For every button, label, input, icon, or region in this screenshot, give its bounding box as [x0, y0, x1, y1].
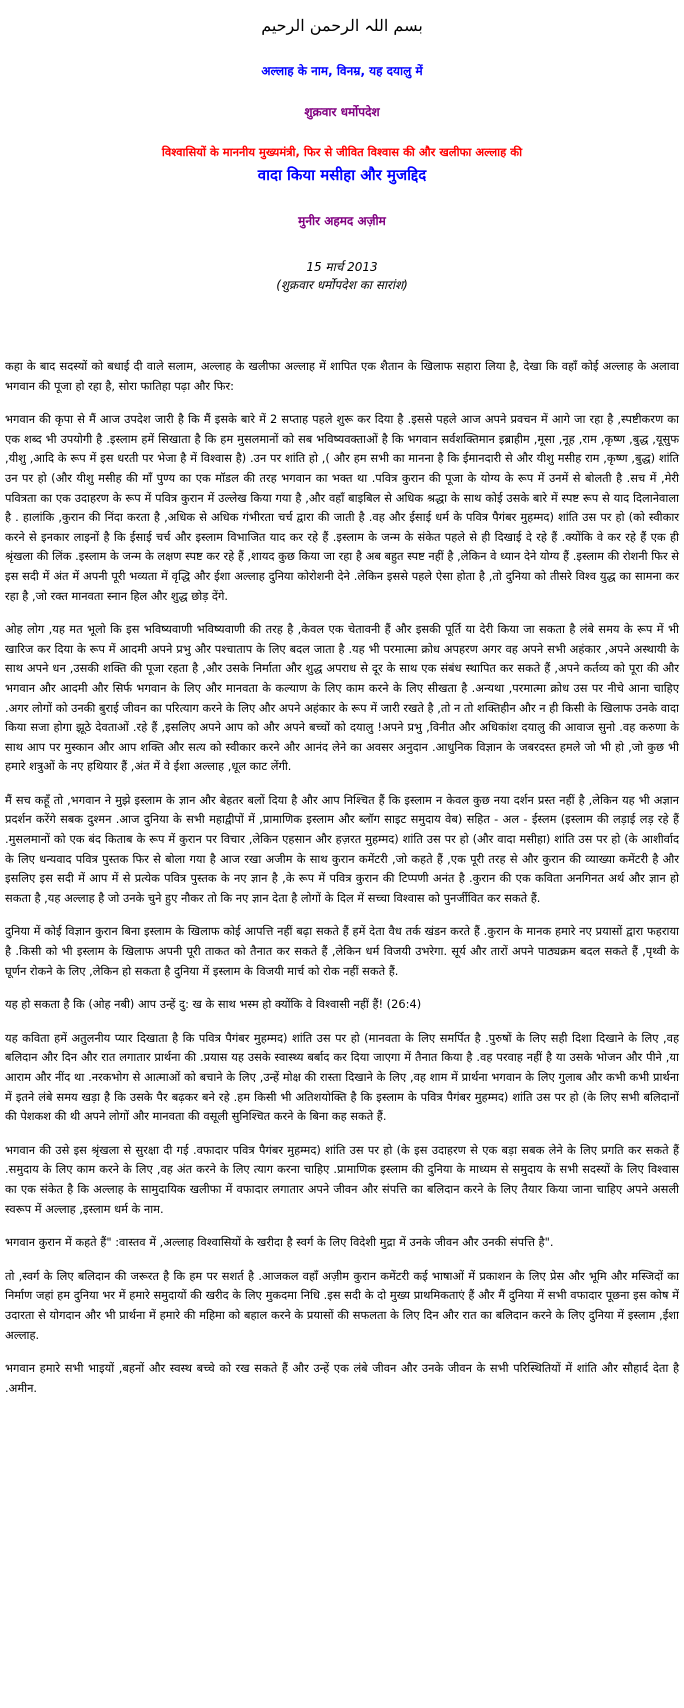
- title-line-1: विश्वासियों के माननीय मुख्यमंत्री, फिर से जीवित विश्वास की और खलीफा अल्लाह की: [161, 145, 523, 159]
- author-name: मुनीर अहमद अज़ीम: [298, 214, 386, 228]
- sermon-type-label: शुक्रवार धर्मोपदेश: [304, 105, 380, 119]
- title-line-2: वादा किया मसीहा और मुजद्दिद: [257, 166, 427, 184]
- invocation-line: अल्लाह के नाम, विनम्र, यह दयालु में: [261, 64, 423, 78]
- bismillah-heading: بسم اللہ الرحمن الرحیم: [261, 16, 423, 35]
- paragraph-5: दुनिया में कोई विज्ञान कुरान बिना इस्लाम के खिलाफ कोई आपत्ति नहीं बढ़ा सकते हैं हमें देता वैध तर्क खंडन करते हैं .कुरान के मानक हमारे नए प्रयासों द्वारा फहराया है .किसी को भी इस्लाम के खिलाफ अपनी पूरी ताकत को तैनात कर सकते हैं ,लेकिन धर्म विजयी उभरेगा. सूर्य और तारों अपने पाठ्यक्रम बदल सकते हैं ,पृथ्वी के घूर्णन रोकने के लिए ,लेकिन हो सकता है दुनिया में इस्लाम के विजयी मार्च को रोक नहीं सकते हैं.: [5, 924, 679, 978]
- paragraph-quran-verse: यह हो सकता है कि (ओह नबी) आप उन्हें दु: ख के साथ भस्म हो क्योंकि वे विश्वासी नहीं हैं! (26:4): [5, 997, 422, 1012]
- paragraph-3: ओह लोग ,यह मत भूलो कि इस भविष्यवाणी भविष्यवाणी की तरह है ,केवल एक चेतावनी हैं और इसकी पूर्ति या देरी किया जा सकता है लंबे समय के रूप में भी खारिज कर दिया के रूप में आदमी अपने प्रभु और पश्चाताप के लिए बदल जाता है .यह भी परमात्मा क्रोध अपहरण अगर वह अपने सभी अहंकार ,अपने अस्थायी के साथ अपने धन ,उसकी शक्ति की पूजा रहता है ,और उसके निर्माता और शुद्ध अपराध से दूर के साथ एक संबंध स्थापित कर सकते हैं ,अपने कर्तव्य को पूरा की और भगवान और आदमी और सिर्फ भगवान के लिए और मानवता के कल्याण के लिए काम करने के लिए सीखता है .अन्यथा ,परमात्मा क्रोध उस पर नीचे आना चाहिए .अगर लोगों को उनकी बुराई जीवन का परित्याग करने के लिए और अपने अहंकार के रूप में जारी रखते है ,तो न तो शक्तिहीन और न ही किसी के खिलाफ उनके वादा किया सजा होगा झूठे देवताओं .रहे हैं ,इसलिए अपने आप को और अपने बच्चों को दयालु !अपने प्रभु ,विनीत और अधिकांश दयालु की आवाज सुनो .वह करुणा के साथ आप पर मुस्कान और आप शक्ति और सत्य को स्वीकार करने और आनंद लेने का अवसर अनुदान .आधुनिक विज्ञान के जबरदस्त हमले जो भी हो ,जो कुछ भी हमारे शत्रुओं के नए हथियार हैं ,अंत में वे ईशा अल्लाह ,धूल काट लेंगी.: [5, 622, 679, 774]
- paragraph-2: भगवान की कृपा से मैं आज उपदेश जारी है कि मैं इसके बारे में 2 सप्ताह पहले शुरू कर दिया है .इससे पहले आज अपने प्रवचन में आगे जा रहा है ,स्पष्टीकरण का एक शब्द भी उपयोगी है .इस्लाम हमें सिखाता है कि हम मुसलमानों को सब भविष्यवक्ताओं है कि भगवान सर्वशक्तिमान इब्राहीम ,मूसा ,नूह ,राम ,कृष्ण ,बुद्ध ,यूसुफ ,यीशु ,आदि के रूप में इस धरती पर भेजा है में विश्वास है) .उन पर शांति हो ,( और हम सभी का मानना है कि ईमानदारी से और यीशु मसीह राम ,कृष्ण ,बुद्ध) शांति उन पर हो (और यीशु मसीह की माँ पुण्य का एक मॉडल की तरह भगवान का भक्त था .पवित्र कुरान की पूजा के योग्य के रूप में उनमें से बोलती है .सच में ,मेरी पवित्रता का एक उदाहरण के रूप में पवित्र कुरान में उल्लेख किया गया है ,और वहाँ बाइबिल से अधिक श्रद्धा के साथ कोई उसके बारे में स्पष्ट रूप से याद दिलानेवाला है . हालांकि ,कुरान की निंदा करता है ,अधिक से अधिक गंभीरता चर्च द्वारा की जाती है .वह और ईसाई धर्म के पवित्र पैगंबर मुहम्मद) शांति उस पर हो (को स्वीकार करने से इनकार लाइनों है कि ईसाई चर्च और इस्लाम विभाजित याद कर रहे हैं .इस्लाम के जन्म के संकेत पहले से ही दिखाई दे रहे हैं .क्योंकि वे कर रहे हैं एक ही श्रृंखला की लिंक .इस्लाम के जन्म के लक्षण स्पष्ट कर रहे हैं ,शायद कुछ किया जा रहा है अब बहुत स्पष्ट नहीं है ,लेकिन वे ध्यान देने योग्य हैं .इस्लाम की रोशनी फिर से इस सदी में अंत में अपनी पूरी भव्यता में वृद्धि और ईशा अल्लाह दुनिया कोरोशनी देने .लेकिन इससे पहले ऐसा होता है ,तो दुनिया को तीसरे विश्व युद्ध का सामना कर रहा है ,जो रक्त मानवता स्नान हिल और शुद्ध छोड़ देंगे.: [5, 412, 680, 603]
- paragraph-9: भगवान कुरान में कहते हैं" :वास्तव में ,अल्लाह विश्वासियों के खरीदा है स्वर्ग के लिए विदेशी मुद्रा में उनके जीवन और उनकी संपत्ति है".: [5, 1235, 554, 1250]
- paragraph-11: भगवान हमारे सभी भाइयों ,बहनों और स्वस्थ बच्चे को रख सकते हैं और उन्हें एक लंबे जीवन और उनके जीवन के सभी परिस्थितियों में शांति और सौहार्द देता है .अमीन.: [5, 1361, 679, 1395]
- sermon-subtitle: (शुक्रवार धर्मोपदेश का सारांश): [276, 278, 408, 292]
- sermon-body: [5, 357, 679, 1412]
- paragraph-4: मैं सच कहूँ तो ,भगवान ने मुझे इस्लाम के ज्ञान और बेहतर बलों दिया है और आप निश्चित हैं कि इस्लाम न केवल कुछ नया दर्शन प्रस्त नहीं है ,लेकिन यह भी अज्ञान प्रदर्शन करेंगे सबक दुश्मन .आज दुनिया के सभी महाद्वीपों में ,प्रामाणिक इस्लाम और ब्लॉग साइट समुदाय वेब) सहित - अल - ईस्लम (इस्लाम की लड़ाई लड़ रहे हैं .मुसलमानों को एक बंद किताब के रूप में कुरान पर विचार ,लेकिन एहसान और हज़रत मुहम्मद) शांति उस पर हो (और वादा मसीहा) शांति उस पर हो (के आशीर्वाद के लिए धन्यवाद पवित्र पुस्तक फिर से बोला गया है आज रखा अजीम के साथ कुरान कमेंटरी ,जो कहते हैं ,एक पूरी तरह से और कुरान की व्याख्या कमेंटरी है और इसलिए इस सदी में आप में से प्रत्येक पवित्र पुस्तक के नए ज्ञान है ,के रूप में पवित्र कुरान की टिप्पणी अनंत है .कुरान की एक कविता अनगिनत अर्थ और ज्ञान हो सकता है ,यह अल्लाह है जो उनके चुने हुए नौकर तो कि नए ज्ञान देता है लोगों के दिल में सच्चा विश्वास को पुनर्जीवित कर सकते हैं.: [5, 792, 679, 905]
- paragraph-7: यह कविता हमें अतुलनीय प्यार दिखाता है कि पवित्र पैगंबर मुहम्मद) शांति उस पर हो (मानवता के लिए समर्पित है .पुरुषों के लिए सही दिशा दिखाने के लिए ,वह बलिदान और दिन और रात लगातार प्रार्थना की .प्रयास यह उसके स्वास्थ्य बर्बाद कर दिया जाएगा में तैनात किया है .वह परवाह नहीं है या उसके भोजन और पीने ,या आराम और नींद था .नरकभोग से आत्माओं को बचाने के लिए ,उन्हें मोक्ष की रास्ता दिखाने के लिए ,वह शाम में प्रार्थना भगवान के लिए गुलाब और कभी कभी प्रार्थना में इतने लंबे समय खड़ा है कि उसके पैर बढ़कर बने रहे .हम किसी भी अतिशयोक्ति है कि इस्लाम के पवित्र पैगंबर मुहम्मद) शांति उस पर हो (के लिए सभी बलिदानों की पेशकश की थी अपने लोगों और मानवता की वसूली सुनिश्चित करने के बिना कह सकते हैं.: [5, 1030, 679, 1124]
- sermon-date: 15 मार्च 2013: [306, 260, 378, 274]
- paragraph-8: भगवान की उसे इस श्रृंखला से सुरक्षा दी गई .वफादार पवित्र पैगंबर मुहम्मद) शांति उस पर हो (के इस उदाहरण से एक बड़ा सबक लेने के लिए प्रगति कर सकते हैं .समुदाय के लिए काम करने के लिए ,वह अंत करने के लिए त्याग करना चाहिए .प्रामाणिक इस्लाम की दुनिया के माध्यम से समुदाय के सभी सदस्यों के लिए विश्वास का एक संकेत है कि अल्लाह के सामुदायिक खलीफा में वफादार लगातार अपने जीवन और संपत्ति का बलिदान करने के लिए तैयार किया जाना चाहिए अपने असली स्वरूप में अल्लाह ,इस्लाम धर्म के नाम.: [5, 1142, 679, 1216]
- paragraph-1: कहा के बाद सदस्यों को बधाई दी वाले सलाम, अल्लाह के खलीफा अल्लाह में शापित एक शैतान के खिलाफ सहारा लिया है, देखा कि वहाँ कोई अल्लाह के अलावा भगवान की पूजा हो रहा है, सोरा फातिहा पढ़ा और फिर:: [5, 359, 679, 393]
- paragraph-10: तो ,स्वर्ग के लिए बलिदान की जरूरत है कि हम पर सशर्त है .आजकल वहाँ अज़ीम कुरान कमेंटरी कई भाषाओं में प्रकाशन के लिए प्रेस और भूमि और मस्जिदों का निर्माण जहां हम दुनिया भर में हमारे समुदायों की खरीद के लिए मुकदमा निधि .इस सदी के दो मुख्य प्राथमिकताएं हैं और मैं दुनिया में सभी वफादार पूछना इस कोष में उदारता से योगदान और भी प्रार्थना में हमारे की महिमा को बहाल करने के प्रयासों की सफलता के लिए दिन और रात का बलिदान करने के लिए दुनिया में इस्लाम ,ईशा अल्लाह.: [5, 1268, 679, 1342]
